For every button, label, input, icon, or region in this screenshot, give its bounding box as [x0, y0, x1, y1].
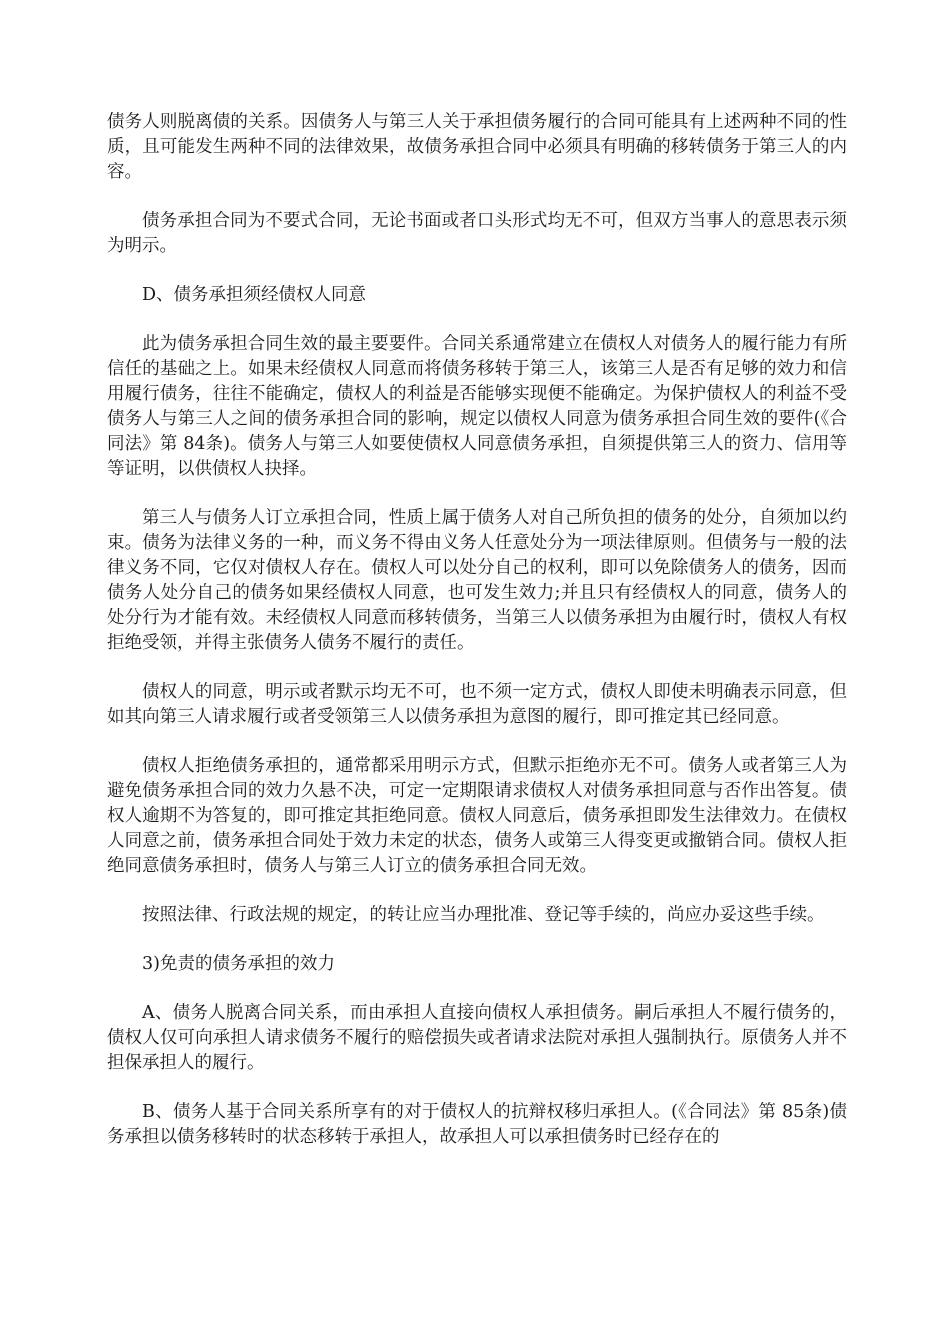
paragraph-6: 债权人的同意，明示或者默示均无不可，也不须一定方式，债权人即使未明确表示同意，但如其向第三人请求履行或者受领第三人以债务承担为意图的履行，即可推定其已经同意。: [107, 682, 847, 727]
paragraph-5: 第三人与债务人订立承担合同，性质上属于债务人对自己所负担的债务的处分，自须加以约束。债务为法律义务的一种，而义务不得由义务人任意处分为一项法律原则。但债务与一般的法律义务不同，它仅对债权人存在。债权人可以处分自己的权利，即可以免除债务人的债务，因而债务人处分自己的债务如果经债权人同意，也可发生效力;并且只有经债权人的同意，债务人的处分行为才能有效。未经债权人同意而移转债务，当第三人以债务承担为由履行时，债权人有权拒绝受领，并得主张债务人债务不履行的责任。: [107, 508, 847, 653]
section-heading-3: 3)免责的债务承担的效力: [142, 954, 335, 974]
paragraph-b: B、债务人基于合同关系所享有的对于债权人的抗辩权移归承担人。(《合同法》第 85条)债务承担以债务移转时的状态移转于承担人，故承担人可以承担债务时已经存在的: [107, 1102, 847, 1147]
paragraph-4: 此为债务承担合同生效的最主要要件。合同关系通常建立在债权人对债务人的履行能力有所信任的基础之上。如果未经债权人同意而将债务移转于第三人，该第三人是否有足够的效力和信用履行债务，往往不能确定，债权人的利益是否能够实现便不能确定。为保护债权人的利益不受债务人与第三人之间的债务承担合同的影响，规定以债权人同意为债务承担合同生效的要件(《合同法》第 84条)。债务人与第三人如要使债权人同意债务承担，自须提供第三人的资力、信用等等证明，以供债权人抉择。: [107, 334, 847, 479]
paragraph-1: 债务人则脱离债的关系。因债务人与第三人关于承担债务履行的合同可能具有上述两种不同的性质，且可能发生两种不同的法律效果，故债务承担合同中必须具有明确的移转债务于第三人的内容。: [107, 112, 847, 182]
paragraph-2: 债务承担合同为不要式合同，无论书面或者口头形式均无不可，但双方当事人的意思表示须为明示。: [107, 211, 847, 256]
paragraph-8: 按照法律、行政法规的规定，的转让应当办理批准、登记等手续的，尚应办妥这些手续。: [142, 905, 825, 925]
paragraph-7: 债权人拒绝债务承担的，通常都采用明示方式，但默示拒绝亦无不可。债务人或者第三人为避免债务承担合同的效力久悬不决，可定一定期限请求债权人对债务承担同意与否作出答复。债权人逾期不为答复的，即可推定其拒绝同意。债权人同意后，债务承担即发生法律效力。在债权人同意之前，债务承担合同处于效力未定的状态，债务人或第三人得变更或撤销合同。债权人拒绝同意债务承担时，债务人与第三人订立的债务承担合同无效。: [107, 756, 847, 876]
paragraph-a: A、债务人脱离合同关系，而由承担人直接向债权人承担债务。嗣后承担人不履行债务的，债权人仅可向承担人请求债务不履行的赔偿损失或者请求法院对承担人强制执行。原债务人并不担保承担人的履行。: [107, 1003, 847, 1073]
section-heading-d: D、债务承担须经债权人同意: [142, 285, 367, 305]
document-page: [107, 110, 847, 1174]
